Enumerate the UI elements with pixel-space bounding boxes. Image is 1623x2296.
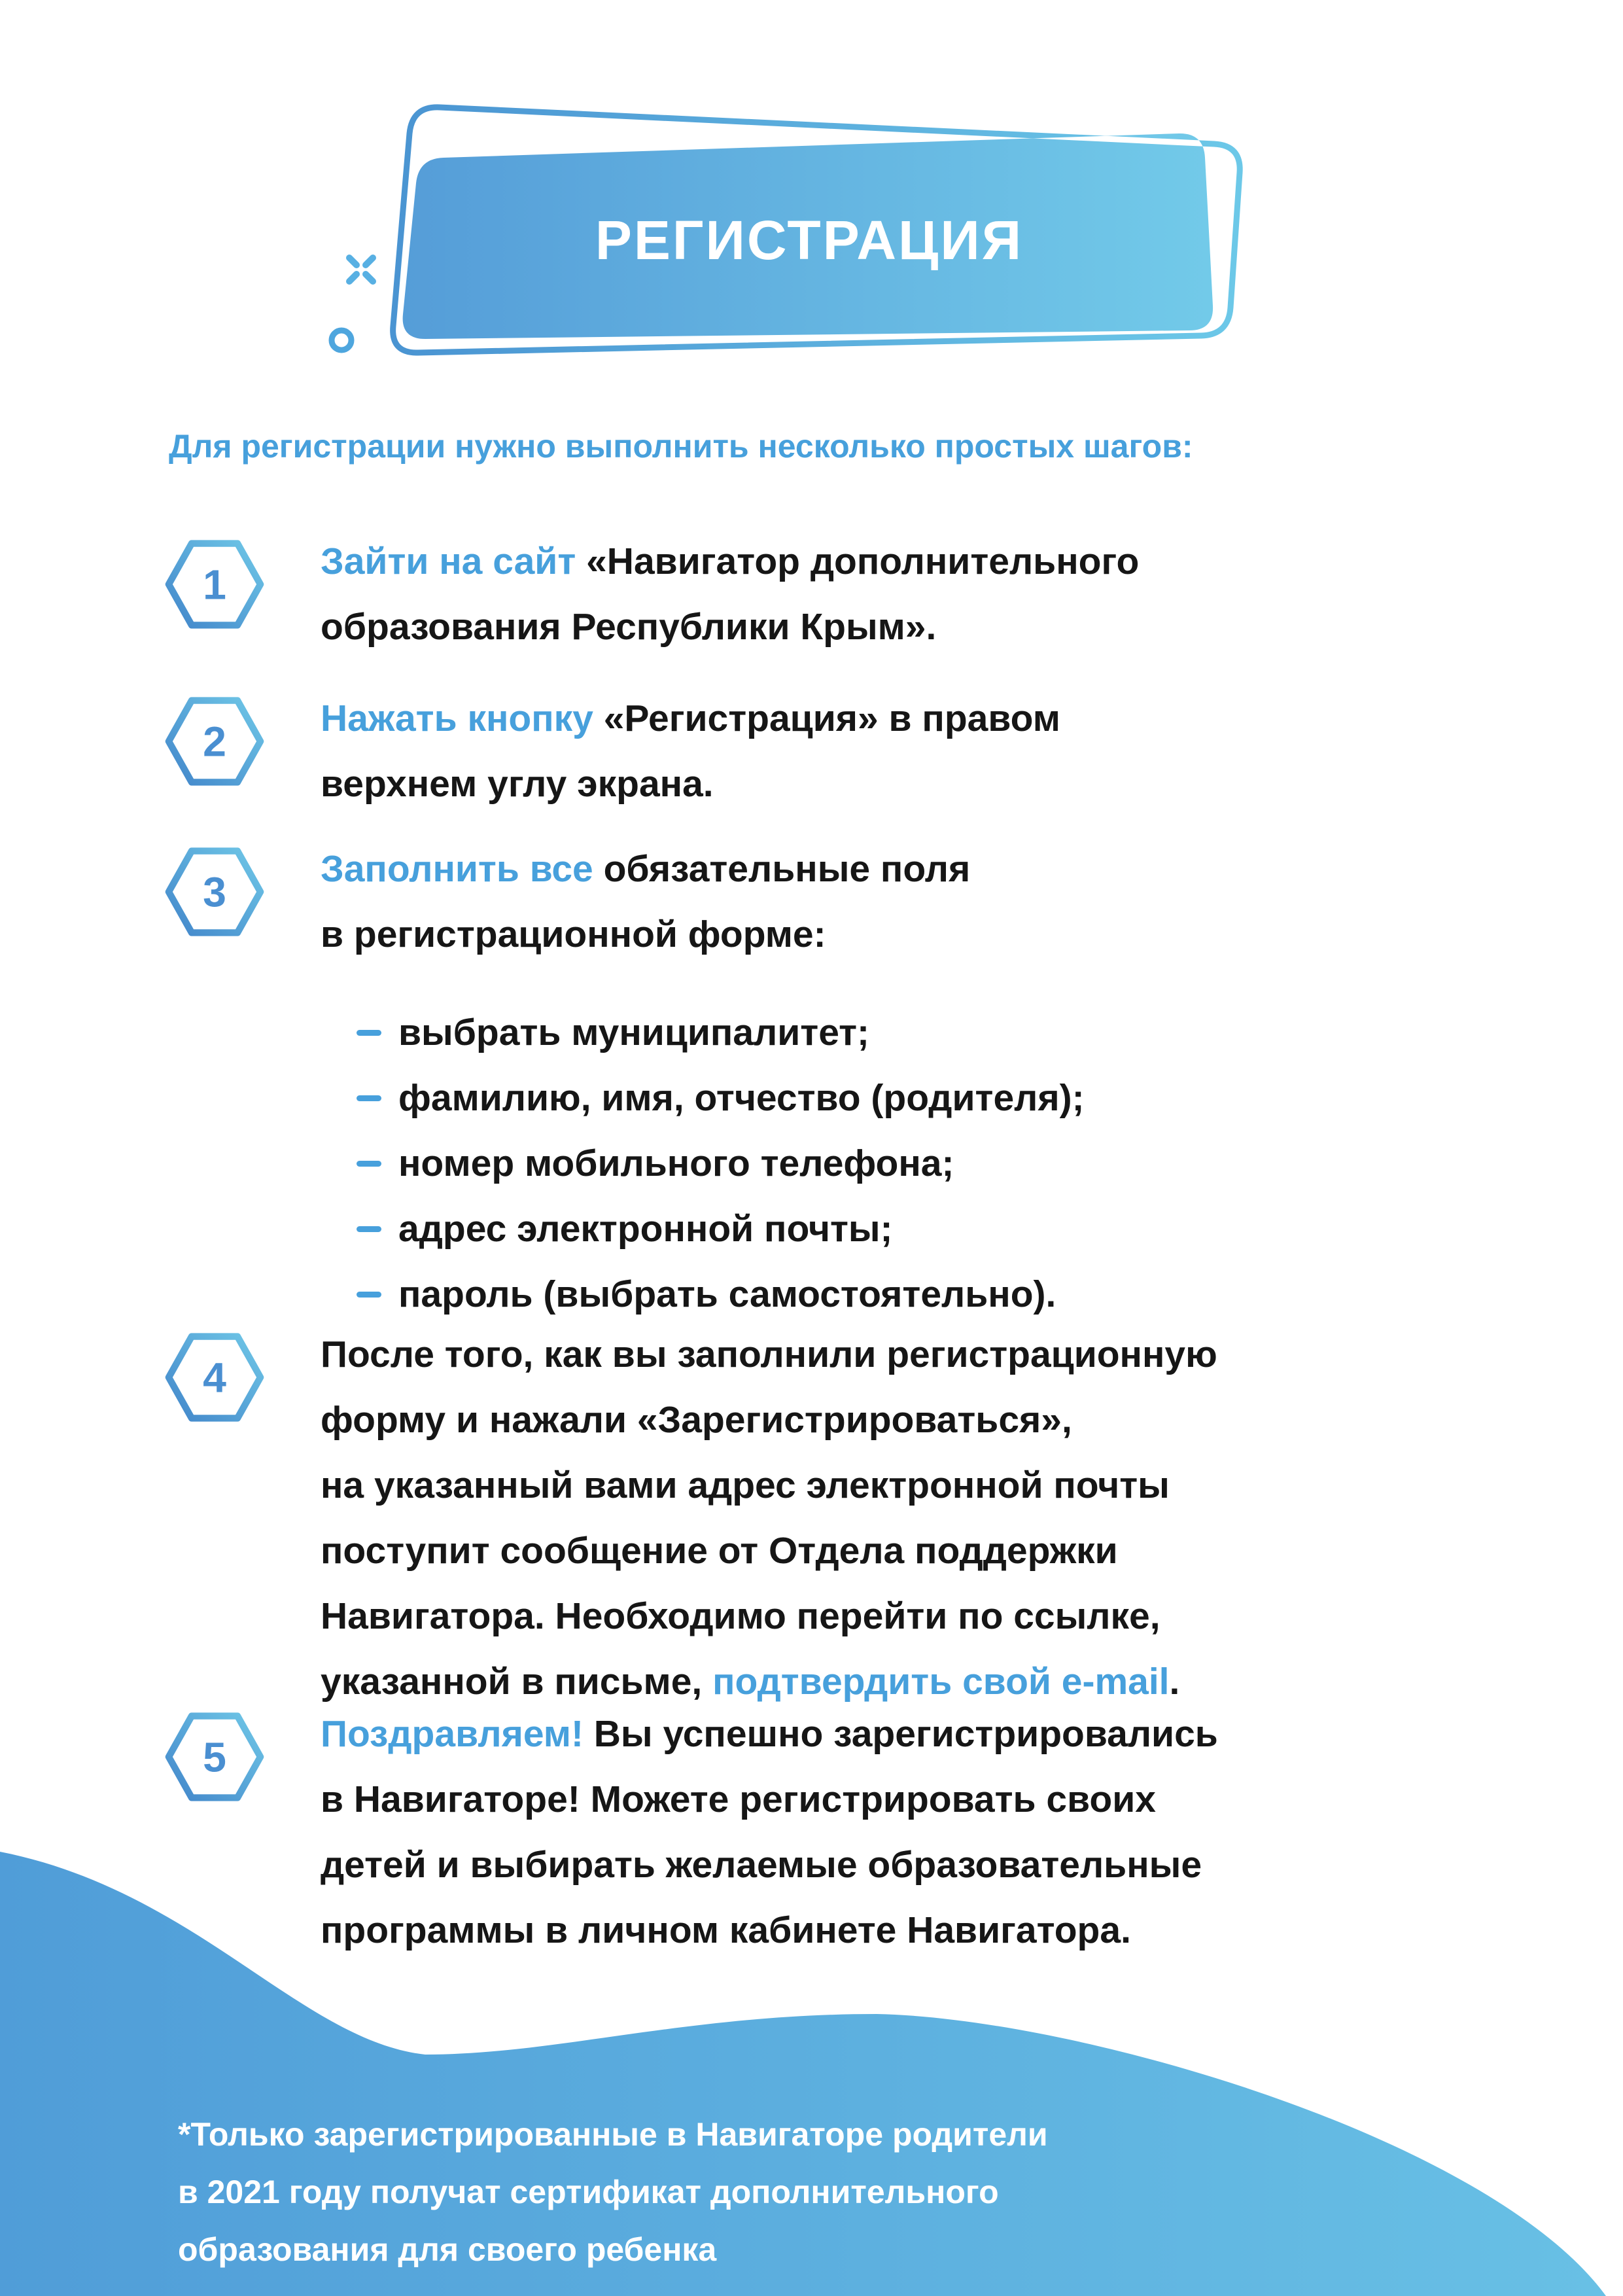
- step-text-segment: «Навигатор дополнительного: [586, 540, 1140, 582]
- step-text-segment: Нажать кнопку: [321, 698, 604, 739]
- step-line: [321, 836, 970, 902]
- step-line: [321, 529, 1139, 594]
- step-text-segment: «Регистрация» в правом: [603, 698, 1060, 739]
- step-1-text: [321, 529, 1139, 660]
- step-text-segment: образования Республики Крым».: [321, 606, 937, 648]
- step-2-text: [321, 686, 1060, 817]
- step-line: [321, 1322, 1217, 1387]
- step-text-segment: Поздравляем!: [321, 1713, 594, 1755]
- step-3-text: [321, 836, 970, 967]
- step-line: [321, 594, 1139, 660]
- bullet-text: адрес электронной почты;: [398, 1208, 893, 1250]
- page-title: РЕГИСТРАЦИЯ: [595, 209, 1024, 271]
- bullet-dash-icon: [357, 1095, 381, 1101]
- step-text-segment: Вы успешно зарегистрировались: [593, 1713, 1218, 1755]
- step-line: [321, 1583, 1217, 1649]
- step-text-segment: на указанный вами адрес электронной почты: [321, 1464, 1170, 1506]
- step-4-text: [321, 1322, 1217, 1714]
- bullet-item: [357, 1196, 1085, 1262]
- bullet-item: [357, 1131, 1085, 1196]
- step-text-segment: Навигатора. Необходимо перейти по ссылке,: [321, 1595, 1161, 1637]
- intro-text: Для регистрации нужно выполнить несколько простых шагов:: [169, 428, 1193, 465]
- bullet-item: [357, 1262, 1085, 1327]
- bullet-text: выбрать муниципалитет;: [398, 1012, 870, 1053]
- step-text-segment: обязательные поля: [603, 848, 971, 890]
- step-text-segment: Зайти на сайт: [321, 540, 587, 582]
- step-1-hexagon: [165, 538, 264, 631]
- step-text-segment: верхнем углу экрана.: [321, 763, 714, 805]
- step-line: [321, 902, 970, 967]
- bullet-item: [357, 1065, 1085, 1131]
- step-number: 2: [203, 718, 226, 766]
- step-text-segment: .: [1169, 1661, 1180, 1703]
- step-line: [321, 1453, 1217, 1518]
- step-text-segment: Заполнить все: [321, 848, 604, 890]
- step-line: [321, 1701, 1218, 1767]
- footer-note: [178, 2106, 1048, 2278]
- step-number: 3: [203, 868, 226, 916]
- step-3-hexagon: [165, 845, 264, 938]
- footer-line: образования для своего ребенка: [178, 2231, 717, 2268]
- step-text-segment: программы в личном кабинете Навигатора.: [321, 1909, 1131, 1951]
- step-text-segment: в Навигаторе! Можете регистрировать своих: [321, 1778, 1156, 1820]
- step-5-hexagon: [165, 1710, 264, 1803]
- step-line: [321, 751, 1060, 817]
- footer-line: в 2021 году получат сертификат дополнительного: [178, 2174, 999, 2210]
- circle-icon: [332, 330, 351, 350]
- step-number: 4: [203, 1354, 226, 1402]
- bullet-text: пароль (выбрать самостоятельно).: [398, 1273, 1056, 1315]
- bullet-text: фамилию, имя, отчество (родителя);: [398, 1077, 1085, 1119]
- step-3-sub-items: [357, 1000, 1085, 1327]
- step-2-hexagon: [165, 695, 264, 788]
- footer-line: *Только зарегистрированные в Навигаторе родители: [178, 2116, 1048, 2153]
- bullet-dash-icon: [357, 1226, 381, 1232]
- step-number: 1: [203, 561, 226, 609]
- step-line: [321, 686, 1060, 751]
- step-text-segment: детей и выбирать желаемые образовательные: [321, 1844, 1202, 1886]
- step-4-hexagon: [165, 1331, 264, 1424]
- step-text-segment: форму и нажали «Зарегистрироваться»,: [321, 1399, 1072, 1441]
- step-text-segment: поступит сообщение от Отдела поддержки: [321, 1530, 1118, 1572]
- step-text-segment: в регистрационной форме:: [321, 913, 826, 955]
- step-number: 5: [203, 1733, 226, 1781]
- header-banner: [249, 65, 1335, 406]
- step-text-segment: указанной в письме,: [321, 1661, 713, 1703]
- bullet-dash-icon: [357, 1292, 381, 1298]
- step-line: [321, 1387, 1217, 1453]
- bullet-dash-icon: [357, 1161, 381, 1167]
- bullet-dash-icon: [357, 1030, 381, 1036]
- sparkle-cross-icon: [349, 258, 373, 281]
- step-line: [321, 1518, 1217, 1583]
- bullet-item: [357, 1000, 1085, 1065]
- bullet-text: номер мобильного телефона;: [398, 1142, 954, 1184]
- step-text-segment: подтвердить свой e-mail: [712, 1661, 1170, 1703]
- step-text-segment: После того, как вы заполнили регистрационную: [321, 1333, 1217, 1375]
